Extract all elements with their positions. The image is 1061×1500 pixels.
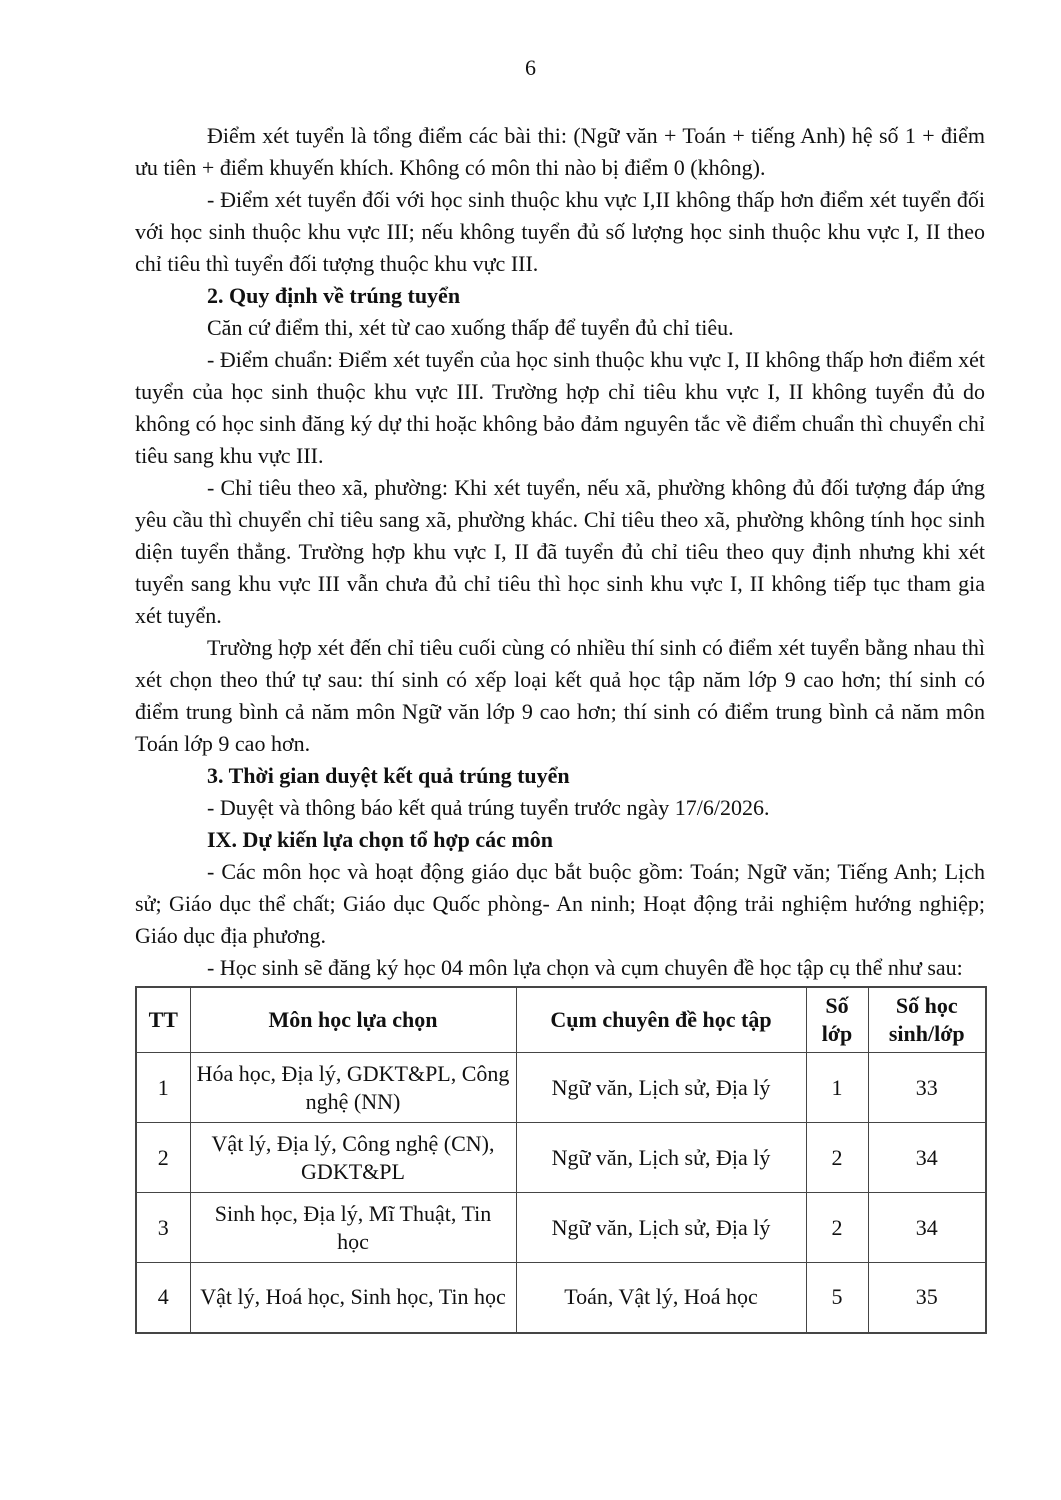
paragraph: Căn cứ điểm thi, xét từ cao xuống thấp để tuyển đủ chỉ tiêu. xyxy=(207,315,734,340)
table-header-row xyxy=(136,987,986,1053)
paragraph: - Học sinh sẽ đăng ký học 04 môn lựa chọn và cụm chuyên đề học tập cụ thể như sau: xyxy=(207,955,963,980)
table-row xyxy=(136,1263,986,1333)
table-cell: 33 xyxy=(868,1053,986,1123)
table-cell: Hóa học, Địa lý, GDKT&PL, Công nghệ (NN) xyxy=(190,1053,516,1123)
paragraph: - Duyệt và thông báo kết quả trúng tuyển trước ngày 17/6/2026. xyxy=(207,795,770,820)
table-row xyxy=(136,1193,986,1263)
table-cell: Ngữ văn, Lịch sử, Địa lý xyxy=(516,1123,806,1193)
paragraph: Trường hợp xét đến chỉ tiêu cuối cùng có nhiều thí sinh có điểm xét tuyển bằng nhau thì xét chọn theo thứ tự sau: thí sinh có xếp loại kết quả học tập năm lớp 9 cao hơn; thí sinh có điểm trung bình cả năm môn Ngữ văn lớp 9 cao hơn; thí sinh có điểm trung bình cả năm môn Toán lớp 9 cao hơn. xyxy=(135,635,985,756)
table-cell: 1 xyxy=(136,1053,190,1123)
table-cell: 34 xyxy=(868,1123,986,1193)
paragraph: Điểm xét tuyển là tổng điểm các bài thi: (Ngữ văn + Toán + tiếng Anh) hệ số 1 + điểm ưu tiên + điểm khuyến khích. Không có môn thi nào bị điểm 0 (không). xyxy=(135,123,985,180)
table-row xyxy=(136,987,986,1053)
table-row xyxy=(136,1053,986,1123)
table-cell: Vật lý, Hoá học, Sinh học, Tin học xyxy=(190,1263,516,1333)
document-body xyxy=(135,120,985,984)
column-header: Môn học lựa chọn xyxy=(190,987,516,1053)
paragraph: - Điểm chuẩn: Điểm xét tuyển của học sinh thuộc khu vực I, II không thấp hơn điểm xét tuyển của học sinh thuộc khu vực III. Trường hợp chỉ tiêu khu vực I, II không tuyển đủ do không có học sinh đăng ký dự thi hoặc không bảo đảm nguyên tắc về điểm chuẩn thì chuyển chỉ tiêu sang khu vực III. xyxy=(135,347,985,468)
table-cell: 34 xyxy=(868,1193,986,1263)
paragraph: - Điểm xét tuyển đối với học sinh thuộc khu vực I,II không thấp hơn điểm xét tuyển đối với học sinh thuộc khu vực III; nếu không tuyển đủ số lượng học sinh thuộc khu vực I, II theo chỉ tiêu thì tuyển đối tượng thuộc khu vực III. xyxy=(135,187,985,276)
table-cell: Ngữ văn, Lịch sử, Địa lý xyxy=(516,1193,806,1263)
column-header: Cụm chuyên đề học tập xyxy=(516,987,806,1053)
table-row xyxy=(136,1123,986,1193)
table-cell: 2 xyxy=(806,1123,868,1193)
table-cell: Vật lý, Địa lý, Công nghệ (CN), GDKT&PL xyxy=(190,1123,516,1193)
table-cell: 4 xyxy=(136,1263,190,1333)
section-heading: 3. Thời gian duyệt kết quả trúng tuyển xyxy=(207,763,570,788)
table-cell: 2 xyxy=(136,1123,190,1193)
paragraph: - Các môn học và hoạt động giáo dục bắt buộc gồm: Toán; Ngữ văn; Tiếng Anh; Lịch sử; Giáo dục thể chất; Giáo dục Quốc phòng- An ninh; Hoạt động trải nghiệm hướng nghiệp; Giáo dục địa phương. xyxy=(135,859,985,948)
subjects-table xyxy=(135,986,987,1334)
column-header: Số học sinh/lớp xyxy=(868,987,986,1053)
table-cell: Sinh học, Địa lý, Mĩ Thuật, Tin học xyxy=(190,1193,516,1263)
table-cell: Toán, Vật lý, Hoá học xyxy=(516,1263,806,1333)
table-cell: 5 xyxy=(806,1263,868,1333)
section-heading: IX. Dự kiến lựa chọn tổ hợp các môn xyxy=(207,827,554,852)
page-number: 6 xyxy=(525,55,536,80)
table-cell: 1 xyxy=(806,1053,868,1123)
section-heading: 2. Quy định về trúng tuyển xyxy=(207,283,461,308)
table-cell: 35 xyxy=(868,1263,986,1333)
table-cell: 3 xyxy=(136,1193,190,1263)
paragraph: - Chỉ tiêu theo xã, phường: Khi xét tuyển, nếu xã, phường không đủ đối tượng đáp ứng yêu cầu thì chuyển chỉ tiêu sang xã, phường khác. Chỉ tiêu theo xã, phường không tính học sinh diện tuyển thẳng. Trường hợp khu vực I, II đã tuyển đủ chỉ tiêu theo quy định nhưng khi xét tuyển sang khu vực III vẫn chưa đủ chỉ tiêu thì học sinh khu vực I, II không tiếp tục tham gia xét tuyển. xyxy=(135,475,985,628)
column-header: TT xyxy=(136,987,190,1053)
table-cell: 2 xyxy=(806,1193,868,1263)
table-body xyxy=(136,1053,986,1333)
table-cell: Ngữ văn, Lịch sử, Địa lý xyxy=(516,1053,806,1123)
column-header: Số lớp xyxy=(806,987,868,1053)
